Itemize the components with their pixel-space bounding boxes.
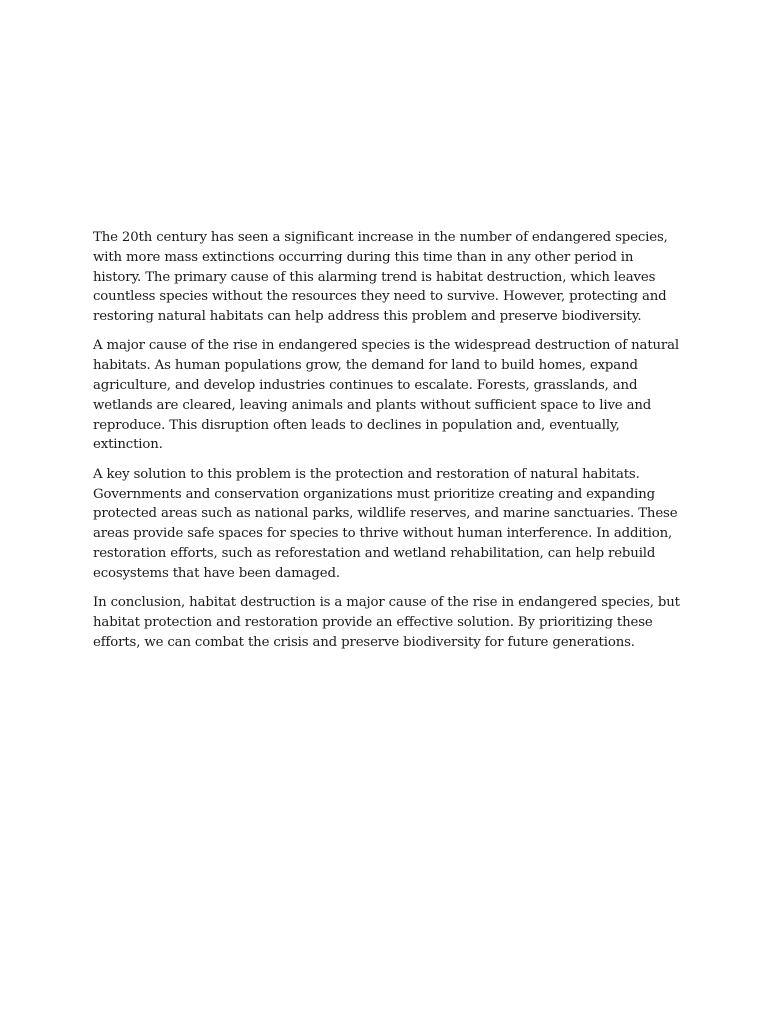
paragraph-introduction: The 20th century has seen a significant increase in the number of endangered species, with more mass extinctions occurring during this time than in any other period in history. The primary cause of this alarming trend is habitat destruction, which leaves countless species without the resources they need to survive. However, protecting and restoring natural habitats can help address this problem and preserve biodiversity. — [93, 230, 668, 325]
paragraph-cause: A major cause of the rise in endangered species is the widespread destruction of natural habitats. As human populations grow, the demand for land to build homes, expand agriculture, and develop industries continues to escalate. Forests, grasslands, and wetlands are cleared, leaving animals and plants without sufficient space to live and reproduce. This disruption often leads to declines in population and, eventually, extinction. — [93, 338, 680, 453]
essay-body — [93, 228, 683, 662]
paragraph-conclusion: In conclusion, habitat destruction is a major cause of the rise in endangered species, but habitat protection and restoration provide an effective solution. By prioritizing these efforts, we can combat the crisis and preserve biodiversity for future generations. — [93, 595, 680, 650]
paragraph-solution: A key solution to this problem is the protection and restoration of natural habitats. Governments and conservation organizations must prioritize creating and expanding protected areas such as national parks, wildlife reserves, and marine sanctuaries. These areas provide safe spaces for species to thrive without human interference. In addition, restoration efforts, such as reforestation and wetland rehabilitation, can help rebuild ecosystems that have been damaged. — [93, 466, 678, 581]
